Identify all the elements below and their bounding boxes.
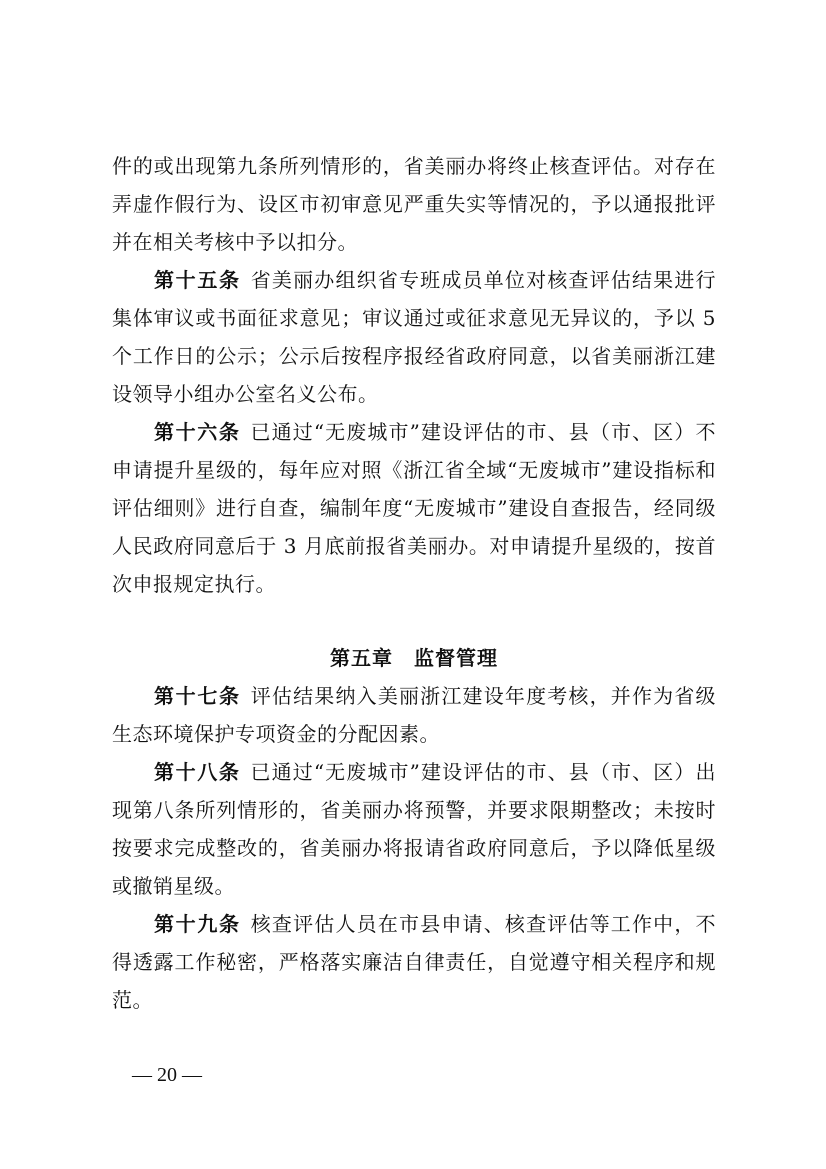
article-16-label: 第十六条 xyxy=(154,420,241,444)
article-17-text: 评估结果纳入美丽浙江建设年度考核，并作为省级生态环境保护专项资金的分配因素。 xyxy=(112,684,717,746)
article-19-text: 核查评估人员在市县申请、核查评估等工作中，不得透露工作秘密，严格落实廉洁自律责任，自觉遵守相关程序和规范。 xyxy=(112,912,717,1012)
article-16-text: 已通过“无废城市”建设评估的市、县（市、区）不申请提升星级的，每年应对照《浙江省全域“无废城市”建设指标和评估细则》进行自查，编制年度“无废城市”建设自查报告，经同级人民政府同意后于 3 月底前报省美丽办。对申请提升星级的，按首次申报规定执行。 xyxy=(112,420,716,596)
page-number: — 20 — xyxy=(132,1064,202,1086)
paragraph-continuation: 件的或出现第九条所列情形的，省美丽办将终止核查评估。对存在弄虚作假行为、设区市初审意见严重失实等情况的，予以通报批评并在相关考核中予以扣分。 xyxy=(112,154,716,254)
article-19 xyxy=(112,905,716,1019)
article-19-label: 第十九条 xyxy=(154,912,241,936)
article-15 xyxy=(112,261,716,413)
document-body xyxy=(112,147,716,1019)
article-15-text: 省美丽办组织省专班成员单位对核查评估结果进行集体审议或书面征求意见；审议通过或征求意见无异议的，予以 5 个工作日的公示；公示后按程序报经省政府同意，以省美丽浙江建设领导小组办公室名义公布。 xyxy=(112,268,717,406)
chapter-title: 第五章 监督管理 xyxy=(330,646,498,670)
article-18-text: 已通过“无废城市”建设评估的市、县（市、区）出现第八条所列情形的，省美丽办将预警，并要求限期整改；未按时按要求完成整改的，省美丽办将报请省政府同意后，予以降低星级或撤销星级。 xyxy=(112,760,716,898)
article-18 xyxy=(112,753,716,905)
article-17-label: 第十七条 xyxy=(154,684,241,708)
article-16 xyxy=(112,413,716,603)
article-15-label: 第十五条 xyxy=(154,268,241,292)
article-18-label: 第十八条 xyxy=(154,760,241,784)
article-17 xyxy=(112,677,716,753)
